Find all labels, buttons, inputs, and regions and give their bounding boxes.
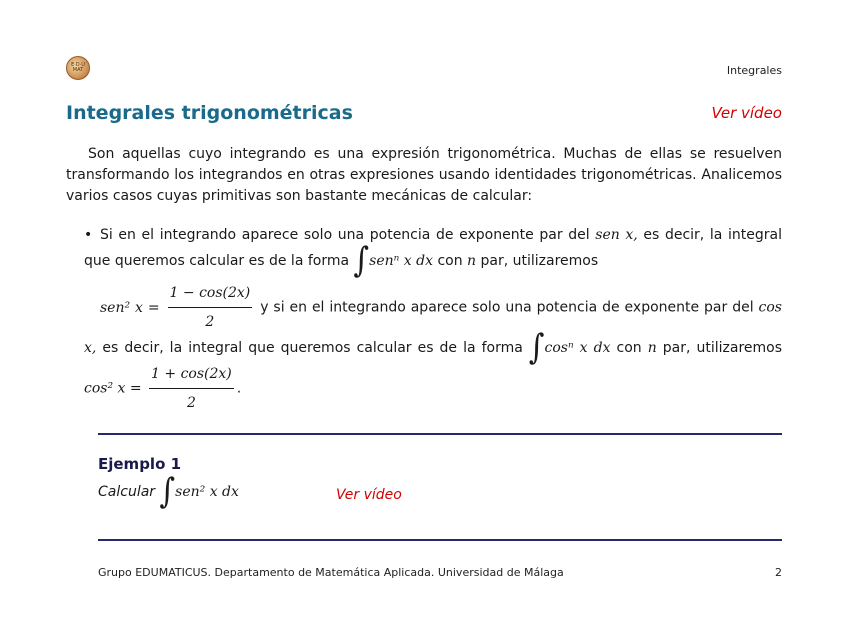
bullet-text-1: Si en el integrando aparece solo una potencia de exponente par del bbox=[100, 227, 596, 243]
fraction-sen2-numerator: 1 − cos(2x) bbox=[168, 280, 253, 308]
page-number: 2 bbox=[775, 566, 782, 579]
math-n-2: n bbox=[647, 340, 657, 356]
video-link-example[interactable]: Ver vídeo bbox=[336, 487, 402, 503]
math-integral-cos-n: cosⁿ x dx bbox=[544, 340, 611, 356]
section-title: Integrales trigonométricas bbox=[66, 102, 353, 124]
rule-bottom bbox=[98, 539, 782, 541]
rule-top bbox=[98, 433, 782, 435]
bullet-end: . bbox=[236, 380, 242, 397]
math-n: n bbox=[467, 253, 477, 269]
fraction-sen2-denominator: 2 bbox=[205, 314, 215, 330]
bullet-text-5: y si en el integrando aparece solo una potencia de exponente par del bbox=[260, 299, 759, 316]
bullet-text-7: con bbox=[616, 340, 648, 356]
bullet-dot: • bbox=[84, 227, 93, 243]
fraction-sen2 bbox=[168, 280, 253, 335]
integral-sign-icon: ∫ bbox=[353, 240, 370, 281]
math-sen-x: sen x, bbox=[595, 227, 638, 243]
integral-sign-icon: ∫ bbox=[528, 327, 545, 368]
bullet-item bbox=[84, 222, 782, 416]
video-link-section[interactable]: Ver vídeo bbox=[711, 104, 782, 122]
bullet-text-3: con bbox=[437, 253, 468, 269]
bullet-text-6: es decir, la integral que queremos calcular es de la forma bbox=[102, 340, 529, 356]
math-sen2x: sen² x = bbox=[100, 299, 160, 316]
fraction-cos2-denominator: 2 bbox=[186, 395, 196, 411]
math-cos-x: cos x, bbox=[84, 299, 782, 356]
example-title: Ejemplo 1 bbox=[98, 455, 182, 473]
fraction-cos2-numerator: 1 + cos(2x) bbox=[149, 361, 234, 389]
bullet-text-2: es decir, la integral que queremos calcular es de la forma bbox=[84, 227, 782, 269]
bullet-text-8: par, utilizaremos bbox=[656, 340, 783, 356]
logo-text: E·D·U MAT bbox=[71, 62, 85, 73]
running-title: Integrales bbox=[726, 64, 782, 77]
fraction-cos2 bbox=[149, 361, 234, 416]
example-integral: sen² x dx bbox=[175, 484, 239, 500]
footer-text: Grupo EDUMATICUS. Departamento de Matemática Aplicada. Universidad de Málaga bbox=[98, 566, 564, 579]
math-cos2x: cos² x = bbox=[84, 380, 142, 397]
example-calc-label: Calcular bbox=[98, 484, 156, 500]
math-integral-sen-n: senⁿ x dx bbox=[369, 253, 433, 269]
bullet-text-4: par, utilizaremos bbox=[476, 253, 599, 269]
edumat-logo bbox=[66, 56, 90, 80]
intro-paragraph: Son aquellas cuyo integrando es una expresión trigonométrica. Muchas de ellas se resuelven transformando los integrandos en otras expresiones usando identidades trigonométricas. Analicemos varios casos cuyas primitivas son bastante mecánicas de calcular: bbox=[66, 146, 782, 204]
integral-sign-icon: ∫ bbox=[159, 471, 176, 512]
